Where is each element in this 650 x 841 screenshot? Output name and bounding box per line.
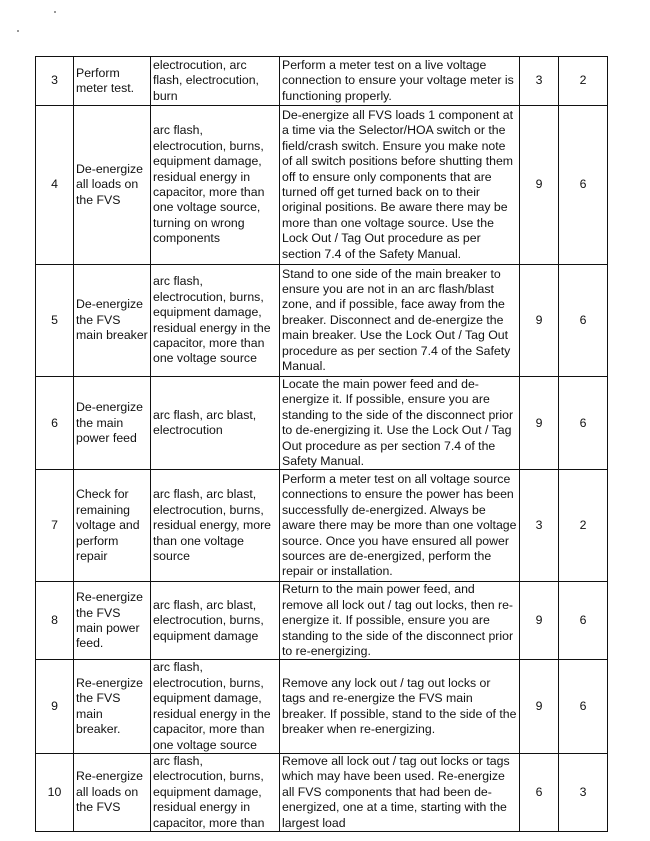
step-description: Perform meter test.: [74, 57, 151, 106]
step-number: 5: [36, 265, 74, 377]
hazard-list: arc flash, arc blast, electrocution, burns, residual energy, more than one voltage source: [151, 470, 280, 582]
step-description: Re-energize all loads on the FVS: [74, 753, 151, 831]
table-row: [36, 106, 608, 265]
step-number: 7: [36, 470, 74, 582]
safe-procedure: Locate the main power feed and de-energize it. If possible, ensure you are standing to the side of the disconnect prior to de-energizing it. Use the Lock Out / Tag Out procedure as per section 7.4 of the Safety Manual.: [280, 377, 520, 470]
safe-procedure: Perform a meter test on all voltage source connections to ensure the power has been successfully de-energized. Always be aware there may be more than one voltage source. Once you have ensured all power sources are de-energized, perform the repair or installation.: [280, 470, 520, 582]
safe-procedure: Return to the main power feed, and remove all lock out / tag out locks, then re-energize it. If possible, ensure you are standing to the side of the disconnect prior to re-energizing.: [280, 582, 520, 660]
rating-severity: 3: [520, 470, 559, 582]
rating-risk: 6: [559, 106, 608, 265]
hazard-analysis-table: [35, 56, 608, 832]
rating-severity: 6: [520, 753, 559, 831]
rating-severity: 9: [520, 582, 559, 660]
hazard-list: arc flash, electrocution, burns, equipment damage, residual energy in the capacitor, more than one voltage source: [151, 660, 280, 753]
safe-procedure: Remove all lock out / tag out locks or tags which may have been used. Re-energize all FVS components that had been de-energized, one at a time, starting with the largest load: [280, 753, 520, 831]
rating-severity: 9: [520, 265, 559, 377]
scan-speck: [54, 11, 56, 13]
safe-procedure: Remove any lock out / tag out locks or tags and re-energize the FVS main breaker. If possible, stand to the side of the breaker when re-energizing.: [280, 660, 520, 753]
rating-severity: 9: [520, 377, 559, 470]
step-description: De-energize the main power feed: [74, 377, 151, 470]
step-number: 4: [36, 106, 74, 265]
table-row: [36, 377, 608, 470]
rating-severity: 9: [520, 106, 559, 265]
rating-risk: 3: [559, 753, 608, 831]
step-number: 3: [36, 57, 74, 106]
table-row: [36, 660, 608, 753]
hazard-list: electrocution, arc flash, electrocution, burn: [151, 57, 280, 106]
table-row: [36, 265, 608, 377]
rating-risk: 6: [559, 582, 608, 660]
safe-procedure: De-energize all FVS loads 1 component at a time via the Selector/HOA switch or the field/crash switch. Ensure you make note of all switch positions before shutting them off to ensure only components that are turned off get turned back on to their original positions. Be aware there may be more than one voltage source. Use the Lock Out / Tag Out procedure as per section 7.4 of the Safety Manual.: [280, 106, 520, 265]
rating-risk: 2: [559, 57, 608, 106]
table-row: [36, 582, 608, 660]
step-number: 6: [36, 377, 74, 470]
rating-severity: 9: [520, 660, 559, 753]
hazard-list: arc flash, electrocution, burns, equipment damage, residual energy in the capacitor, more than one voltage source: [151, 265, 280, 377]
step-description: Check for remaining voltage and perform repair: [74, 470, 151, 582]
rating-severity: 3: [520, 57, 559, 106]
hazard-list: arc flash, arc blast, electrocution, burns, equipment damage: [151, 582, 280, 660]
step-number: 8: [36, 582, 74, 660]
safe-procedure: Stand to one side of the main breaker to ensure you are not in an arc flash/blast zone, and if possible, face away from the breaker. Disconnect and de-energize the main breaker. Use the Lock Out / Tag Out procedure as per section 7.4 of the Safety Manual.: [280, 265, 520, 377]
hazard-list: arc flash, electrocution, burns, equipment damage, residual energy in capacitor, more than one voltage source, turning on wrong components: [151, 106, 280, 265]
scan-speck: [17, 30, 19, 32]
step-description: De-energize all loads on the FVS: [74, 106, 151, 265]
step-description: De-energize the FVS main breaker: [74, 265, 151, 377]
hazard-list: arc flash, electrocution, burns, equipment damage, residual energy in capacitor, more than: [151, 753, 280, 831]
table-row: [36, 753, 608, 831]
safe-procedure: Perform a meter test on a live voltage connection to ensure your voltage meter is functioning properly.: [280, 57, 520, 106]
rating-risk: 6: [559, 660, 608, 753]
step-number: 10: [36, 753, 74, 831]
step-number: 9: [36, 660, 74, 753]
step-description: Re-energize the FVS main power feed.: [74, 582, 151, 660]
table-row: [36, 470, 608, 582]
rating-risk: 2: [559, 470, 608, 582]
rating-risk: 6: [559, 377, 608, 470]
rating-risk: 6: [559, 265, 608, 377]
hazard-list: arc flash, arc blast, electrocution: [151, 377, 280, 470]
step-description: Re-energize the FVS main breaker.: [74, 660, 151, 753]
table-row: [36, 57, 608, 106]
